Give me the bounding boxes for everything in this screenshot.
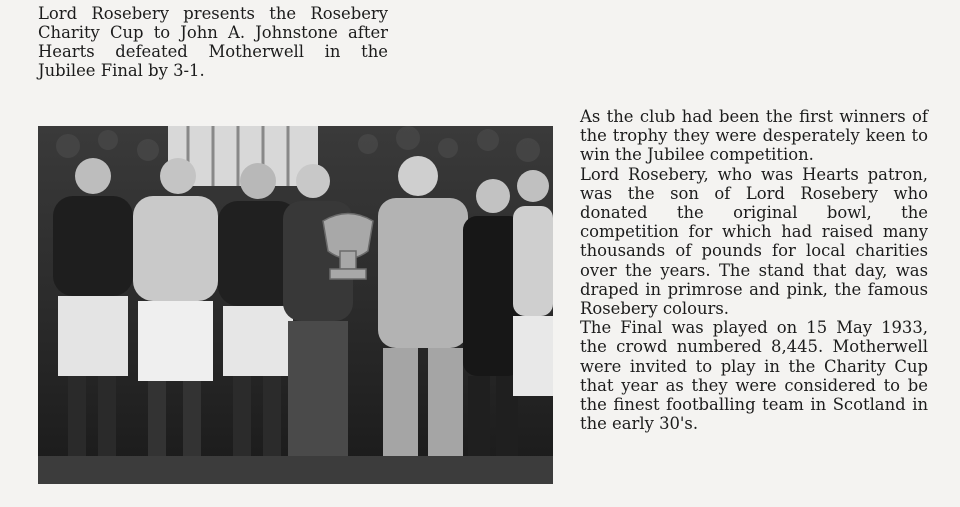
trophy-presentation-photo bbox=[38, 126, 553, 484]
photo-caption: Lord Rosebery presents the Rosebery Charity Cup to John A. Johnstone after Hearts defeated Motherwell in the Jubilee Final by 3-1. bbox=[38, 4, 388, 80]
article-body bbox=[580, 107, 928, 433]
article-paragraph: The Final was played on 15 May 1933, the crowd numbered 8,445. Motherwell were invited to play in the Charity Cup that year as they were considered to be the finest footballing team in Scotland in the early 30's. bbox=[580, 318, 928, 434]
article-paragraph: Lord Rosebery, who was Hearts patron, was the son of Lord Rosebery who donated the original bowl, the competition for which had raised many thousands of pounds for local charities over the years. The stand that day, was draped in primrose and pink, the famous Rosebery colours. bbox=[580, 164, 928, 319]
article-paragraph: As the club had been the first winners of the trophy they were desperately keen to win the Jubilee competition. bbox=[580, 107, 928, 165]
photo-illustration-icon bbox=[38, 126, 553, 484]
